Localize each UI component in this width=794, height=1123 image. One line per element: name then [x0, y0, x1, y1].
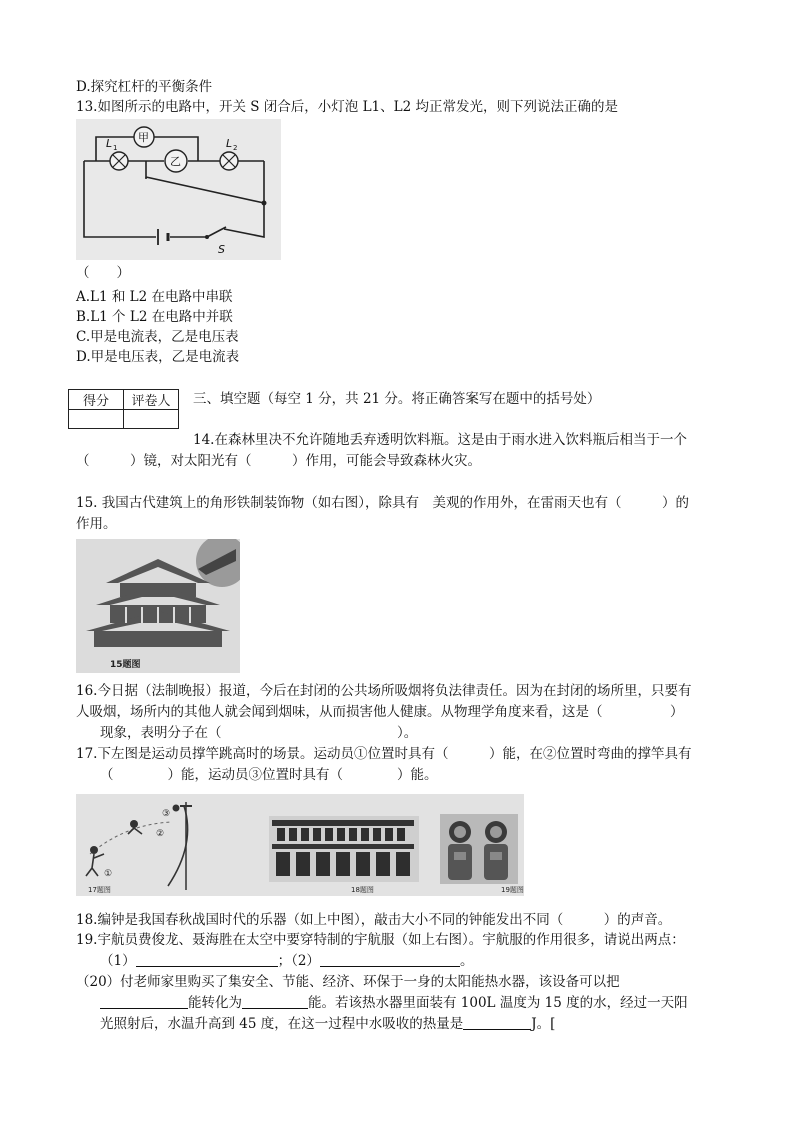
- q20-part-c: 能。若该热水器里面装有 100L 温度为 15 度的水，经过一天阳: [308, 995, 688, 1011]
- q20-line2: [100, 994, 688, 1012]
- chime-bells-panel: [269, 816, 419, 894]
- q19-line2: [100, 952, 473, 970]
- lamp2-subscript: 2: [233, 144, 238, 152]
- q20-blank2[interactable]: [242, 994, 308, 1009]
- q13-stem: 13.如图所示的电路中，开关 S 闭合后，小灯泡 L1、L2 均正常发光，则下列说法正确的是: [76, 99, 618, 115]
- q14-line1: 14.在森林里决不允许随地丢弃透明饮料瓶。这是由于雨水进入饮料瓶后相当于一个: [193, 432, 687, 448]
- q19-separator: ；（2）: [277, 953, 320, 969]
- q15-line2: 作用。: [76, 516, 117, 532]
- q12-option-d: D.探究杠杆的平衡条件: [76, 79, 213, 95]
- q19-part1-label: （1）: [100, 953, 136, 969]
- q18-figure-caption: 18题图: [351, 886, 374, 894]
- astronauts-panel: [440, 814, 524, 894]
- score-cell: [69, 410, 124, 429]
- q13-option-a: A.L1 和 L2 在电路中串联: [76, 289, 233, 305]
- q17-line2: （ ）能，运动员③位置时具有（ ）能。: [100, 767, 438, 783]
- q20-blank3[interactable]: [463, 1015, 531, 1030]
- q20-part-b: 能转化为: [188, 995, 242, 1011]
- lamp1-label: L: [106, 137, 113, 150]
- q14-line2: （ ）镜，对太阳光有（ ）作用，可能会导致森林火灾。: [76, 453, 481, 469]
- q19-blank2[interactable]: [320, 952, 460, 967]
- q17-19-figure-strip: [76, 794, 524, 896]
- switch-label: S: [218, 243, 225, 256]
- marker-2: ②: [156, 829, 165, 839]
- q20-part-e: J。[: [531, 1016, 556, 1032]
- q15-figure-caption: 15题图: [110, 660, 141, 670]
- grader-header: 评卷人: [124, 390, 179, 410]
- q13-option-b: B.L1 个 L2 在电路中并联: [76, 309, 233, 325]
- section3-heading: 三、填空题（每空 1 分，共 21 分。将正确答案写在题中的括号处）: [193, 391, 601, 407]
- meter-b-label: 乙: [170, 155, 181, 168]
- q17-line1: 17.下左图是运动员撑竿跳高时的场景。运动员①位置时具有（ ）能，在②位置时弯曲的撑竿具有: [76, 746, 692, 762]
- q16-line1: 16.今日据（法制晚报）报道，今后在封闭的公共场所吸烟将负法律责任。因为在封闭的场所里，只要有: [76, 683, 692, 699]
- pole-vault-panel: [86, 802, 192, 894]
- q19-end: 。: [459, 953, 474, 969]
- score-table: [68, 389, 179, 429]
- q13-option-d: D.甲是电压表，乙是电流表: [76, 349, 240, 365]
- q20-line3: [100, 1015, 555, 1033]
- grader-cell: [124, 410, 179, 429]
- q13-paren: （ ）: [76, 265, 130, 281]
- q20-blank1[interactable]: [100, 994, 188, 1009]
- q20-line1: （20）付老师家里购买了集安全、节能、经济、环保于一身的太阳能热水器，该设备可以把: [76, 974, 620, 990]
- q19-figure-caption: 19题图: [501, 886, 524, 894]
- q16-line2: 人吸烟，场所内的其他人就会闻到烟味，从而损害他人健康。从物理学角度来看，这是（ ）: [76, 704, 684, 720]
- marker-1: ①: [104, 869, 113, 879]
- q19-line1: 19.宇航员费俊龙、聂海胜在太空中要穿特制的宇航服（如上右图）。宇航服的作用很多，请说出两点：: [76, 932, 685, 948]
- q20-part-d: 光照射后，水温升高到 45 度，在这一过程中水吸收的热量是: [100, 1016, 464, 1032]
- q17-figure-caption: 17题图: [88, 886, 111, 894]
- q13-circuit-figure: [76, 119, 281, 260]
- q18-text: 18.编钟是我国春秋战国时代的乐器（如上中图），敲击大小不同的钟能发出不同（ ）的声音。: [76, 912, 672, 928]
- score-header: 得分: [69, 390, 124, 410]
- marker-3: ③: [162, 809, 171, 819]
- lamp2-label: L: [226, 137, 233, 150]
- q19-blank1[interactable]: [136, 952, 278, 967]
- q15-line1: 15. 我国古代建筑上的角形铁制装饰物（如右图），除具有 美观的作用外，在雷雨天也有（ ）的: [76, 495, 690, 511]
- q13-option-c: C.甲是电流表，乙是电压表: [76, 329, 239, 345]
- lamp1-subscript: 1: [113, 144, 118, 152]
- q15-building-figure: [76, 539, 240, 673]
- meter-a-label: 甲: [138, 131, 149, 144]
- q16-line3: 现象，表明分子在（ ）。: [100, 725, 418, 741]
